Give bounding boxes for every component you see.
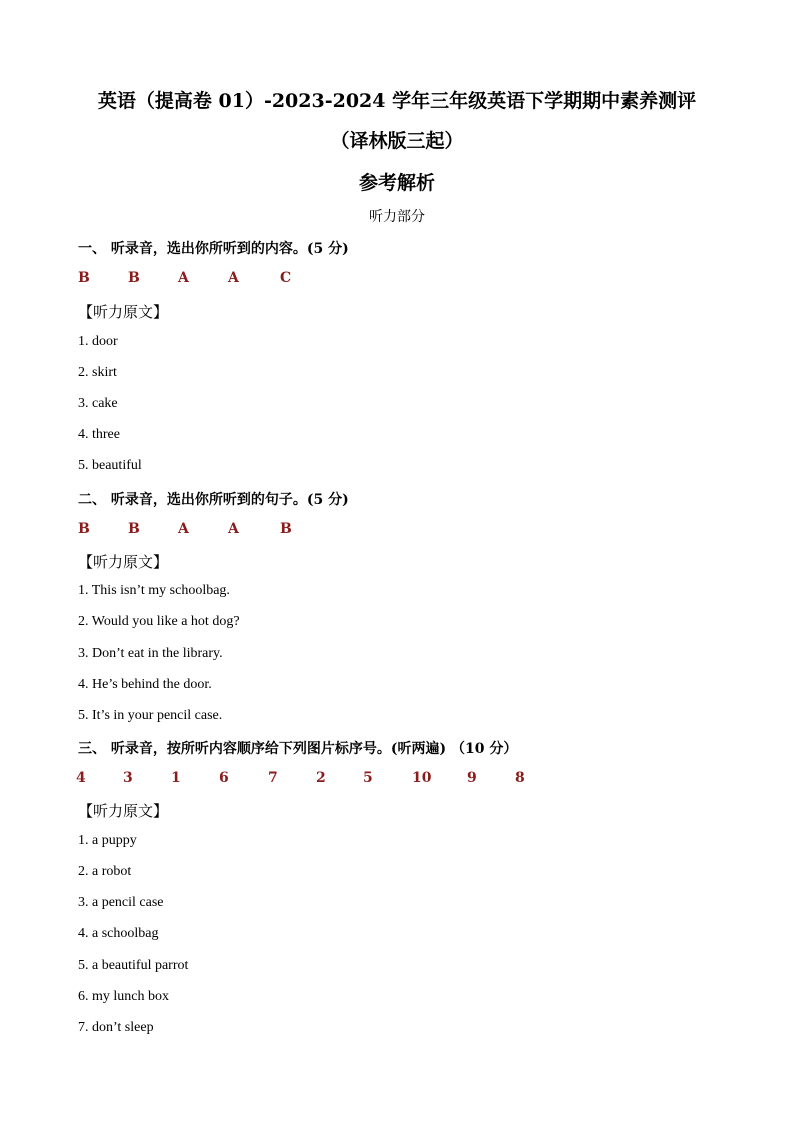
list-item: 4. He’s behind the door.	[78, 677, 212, 692]
answer: B	[280, 521, 292, 537]
list-item: 5. a beautiful parrot	[78, 958, 189, 973]
answer: 9	[467, 770, 477, 786]
list-item: 2. a robot	[78, 864, 132, 879]
section2-heading: 二、 听录音，选出你所听到的句子。(5 分)	[78, 492, 349, 508]
answer: B	[78, 521, 90, 537]
answer: 8	[515, 770, 525, 786]
answer: 7	[268, 770, 278, 786]
answer: 1	[171, 770, 181, 786]
answer: C	[280, 270, 292, 286]
list-item: 4. a schoolbag	[78, 926, 159, 941]
answer: 3	[123, 770, 133, 786]
section2-script-label: 【听力原文】	[78, 553, 169, 571]
list-item: 1. a puppy	[78, 833, 137, 848]
list-item: 1. door	[78, 334, 118, 349]
section1-script-label: 【听力原文】	[78, 303, 169, 321]
list-item: 2. Would you like a hot dog?	[78, 614, 240, 629]
section-part-title: 听力部分	[369, 209, 425, 225]
list-item: 3. Don’t eat in the library.	[78, 646, 223, 661]
section3-script-label: 【听力原文】	[78, 802, 169, 820]
answer: A	[178, 521, 189, 537]
answer: A	[228, 521, 239, 537]
list-item: 4. three	[78, 427, 120, 442]
answer: 2	[316, 770, 326, 786]
document-edition: （译林版三起）	[330, 130, 464, 152]
answer: 4	[76, 770, 86, 786]
document-heading: 参考解析	[358, 172, 435, 194]
answer: 6	[219, 770, 229, 786]
list-item: 1. This isn’t my schoolbag.	[78, 583, 230, 598]
list-item: 7. don’t sleep	[78, 1020, 154, 1035]
section3-heading: 三、 听录音，按所听内容顺序给下列图片标序号。(听两遍) （10 分）	[78, 741, 518, 757]
list-item: 3. cake	[78, 396, 118, 411]
answer: A	[228, 270, 239, 286]
answer: B	[128, 270, 140, 286]
list-item: 2. skirt	[78, 365, 117, 380]
list-item: 5. It’s in your pencil case.	[78, 708, 223, 723]
answer: B	[78, 270, 90, 286]
answer: 10	[412, 770, 432, 786]
list-item: 3. a pencil case	[78, 895, 164, 910]
answer: B	[128, 521, 140, 537]
answer: A	[178, 270, 189, 286]
answer: 5	[363, 770, 373, 786]
list-item: 6. my lunch box	[78, 989, 169, 1004]
document-title: 英语（提高卷 01）-2023-2024 学年三年级英语下学期期中素养测评	[97, 90, 697, 112]
list-item: 5. beautiful	[78, 458, 142, 473]
section1-heading: 一、 听录音，选出你所听到的内容。(5 分)	[78, 241, 349, 257]
